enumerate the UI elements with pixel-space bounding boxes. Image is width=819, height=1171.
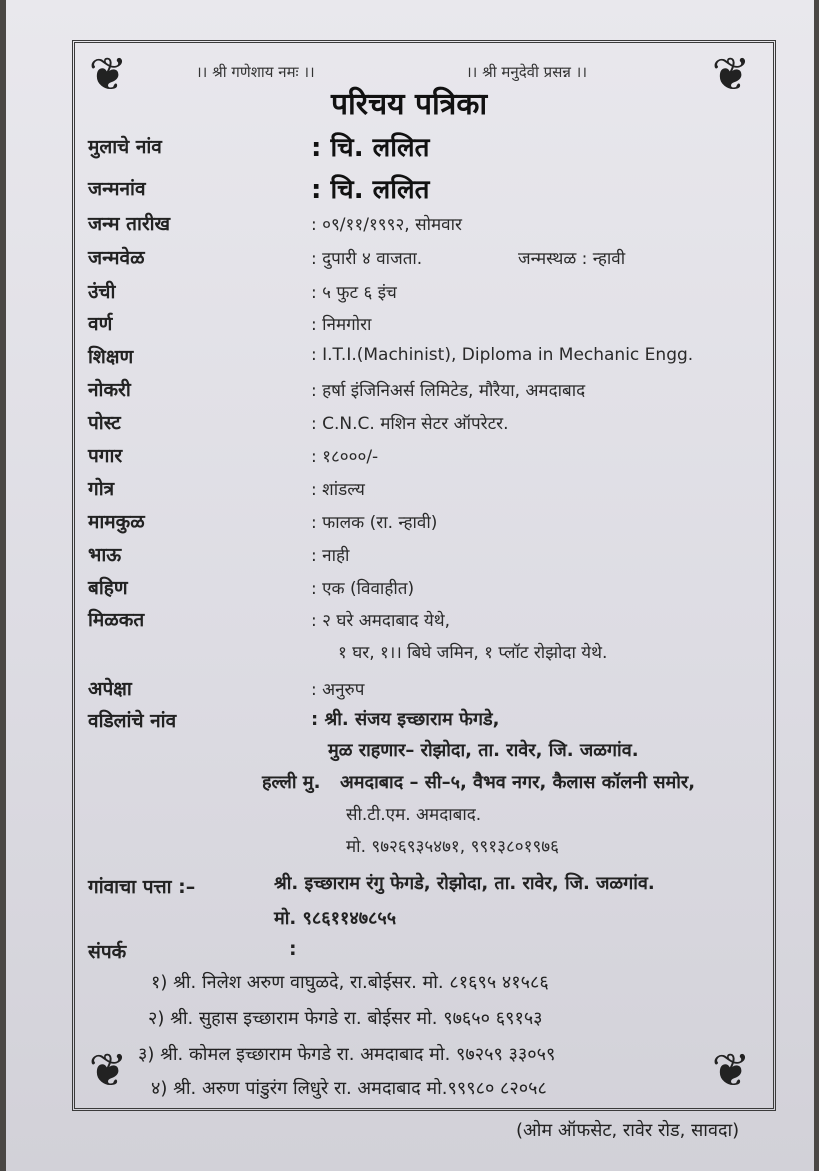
field-label: अपेक्षा bbox=[88, 678, 132, 700]
field-label: मुलाचे नांव bbox=[88, 136, 162, 158]
field-value: : I.T.I.(Machinist), Diploma in Mechanic Engg. bbox=[311, 345, 694, 365]
field-label: जन्मनांव bbox=[88, 178, 146, 200]
field-value: : निमगोरा bbox=[311, 315, 372, 335]
field-label: बहिण bbox=[88, 577, 128, 599]
corner-ornament-icon: ❦ bbox=[88, 1043, 128, 1097]
field-value: : चि. ललित bbox=[311, 133, 430, 163]
field-value: : नाही bbox=[311, 546, 350, 566]
printer-footer: (ओम ऑफसेट, रावेर रोड, सावदा) bbox=[516, 1120, 740, 1141]
invocation-right: ।। श्री मनुदेवी प्रसन्न ।। bbox=[466, 63, 588, 81]
field-value: : चि. ललित bbox=[311, 175, 430, 205]
field-value: : १८०००/- bbox=[311, 447, 379, 467]
field-label: भाऊ bbox=[88, 544, 122, 566]
contact-item: ४) श्री. अरुण पांडुरंग लिधुरे रा. अमदाबाद मो.९९९८० ८२०५८ bbox=[151, 1078, 547, 1099]
field-label: मामकुळ bbox=[88, 511, 145, 533]
contact-label: संपर्क bbox=[88, 941, 127, 963]
field-label: मिळकत bbox=[88, 609, 145, 631]
biodata-sheet bbox=[6, 0, 814, 1171]
birthplace-value: जन्मस्थळ : न्हावी bbox=[518, 249, 626, 269]
field-value: : हर्षा इंजिनिअर्स लिमिटेड, मौरैया, अमदाबाद bbox=[311, 381, 586, 401]
field-label: शिक्षण bbox=[88, 346, 134, 368]
page-title: परिचय पत्रिका bbox=[331, 87, 488, 122]
field-value: : २ घरे अमदाबाद येथे, bbox=[311, 611, 451, 631]
invocation-left: ।। श्री गणेशाय नमः ।। bbox=[196, 63, 315, 81]
field-value: : C.N.C. मशिन सेटर ऑपरेटर. bbox=[311, 414, 509, 434]
field-label: जन्मवेळ bbox=[88, 247, 145, 269]
field-value: : शांडल्य bbox=[311, 480, 365, 500]
field-label: पगार bbox=[88, 445, 123, 467]
field-value: : दुपारी ४ वाजता. bbox=[311, 249, 423, 269]
field-label: नोकरी bbox=[88, 379, 131, 401]
village-address-label: गांवाचा पत्ता :– bbox=[88, 876, 196, 898]
father-native-address: मुळ राहणार– रोझोदा, ता. रावेर, जि. जळगांव. bbox=[328, 740, 639, 761]
property-line-2: १ घर, १।। बिघे जमिन, १ प्लॉट रोझोदा येथे. bbox=[338, 643, 608, 663]
field-label: पोस्ट bbox=[88, 412, 121, 434]
field-label: उंची bbox=[88, 281, 116, 303]
field-value: : ०९/११/१९९२, सोमवार bbox=[311, 215, 462, 235]
field-label: वर्ण bbox=[88, 313, 113, 335]
field-value: : फालक (रा. न्हावी) bbox=[311, 513, 438, 533]
corner-ornament-icon: ❦ bbox=[88, 47, 128, 101]
field-value: : ५ फुट ६ इंच bbox=[311, 283, 397, 303]
corner-ornament-icon: ❦ bbox=[711, 1043, 751, 1097]
field-label: जन्म तारीख bbox=[88, 213, 171, 235]
field-label: गोत्र bbox=[88, 478, 115, 500]
field-value: : एक (विवाहीत) bbox=[311, 579, 415, 599]
father-mobile: मो. ९७२६९३५४७१, ९९१३८०१९७६ bbox=[346, 837, 559, 857]
village-address: श्री. इच्छाराम रंगु फेगडे, रोझोदा, ता. रावेर, जि. जळगांव. bbox=[274, 873, 655, 894]
father-current-address: अमदाबाद – सी–५, वैभव नगर, कैलास कॉलनी समोर, bbox=[340, 772, 696, 793]
father-current-address-2: सी.टी.एम. अमदाबाद. bbox=[346, 805, 482, 825]
contact-item: २) श्री. सुहास इच्छाराम फेगडे रा. बोईसर मो. ९७६५० ६९१५३ bbox=[148, 1008, 543, 1029]
field-value: : अनुरुप bbox=[311, 680, 365, 700]
corner-ornament-icon: ❦ bbox=[711, 47, 751, 101]
contact-colon: : bbox=[289, 938, 297, 960]
village-mobile: मो. ९८६११४७८५५ bbox=[274, 908, 397, 929]
contact-item: १) श्री. निलेश अरुण वाघुळदे, रा.बोईसर. मो. ८१६९५ ४१५८६ bbox=[151, 972, 549, 993]
contact-item: ३) श्री. कोमल इच्छाराम फेगडे रा. अमदाबाद मो. ९७२५९ ३३०५९ bbox=[138, 1044, 556, 1065]
father-label: वडिलांचे नांव bbox=[88, 710, 177, 732]
father-name: : श्री. संजय इच्छाराम फेगडे, bbox=[311, 709, 500, 730]
father-current-label: हल्ली मु. bbox=[262, 772, 321, 793]
